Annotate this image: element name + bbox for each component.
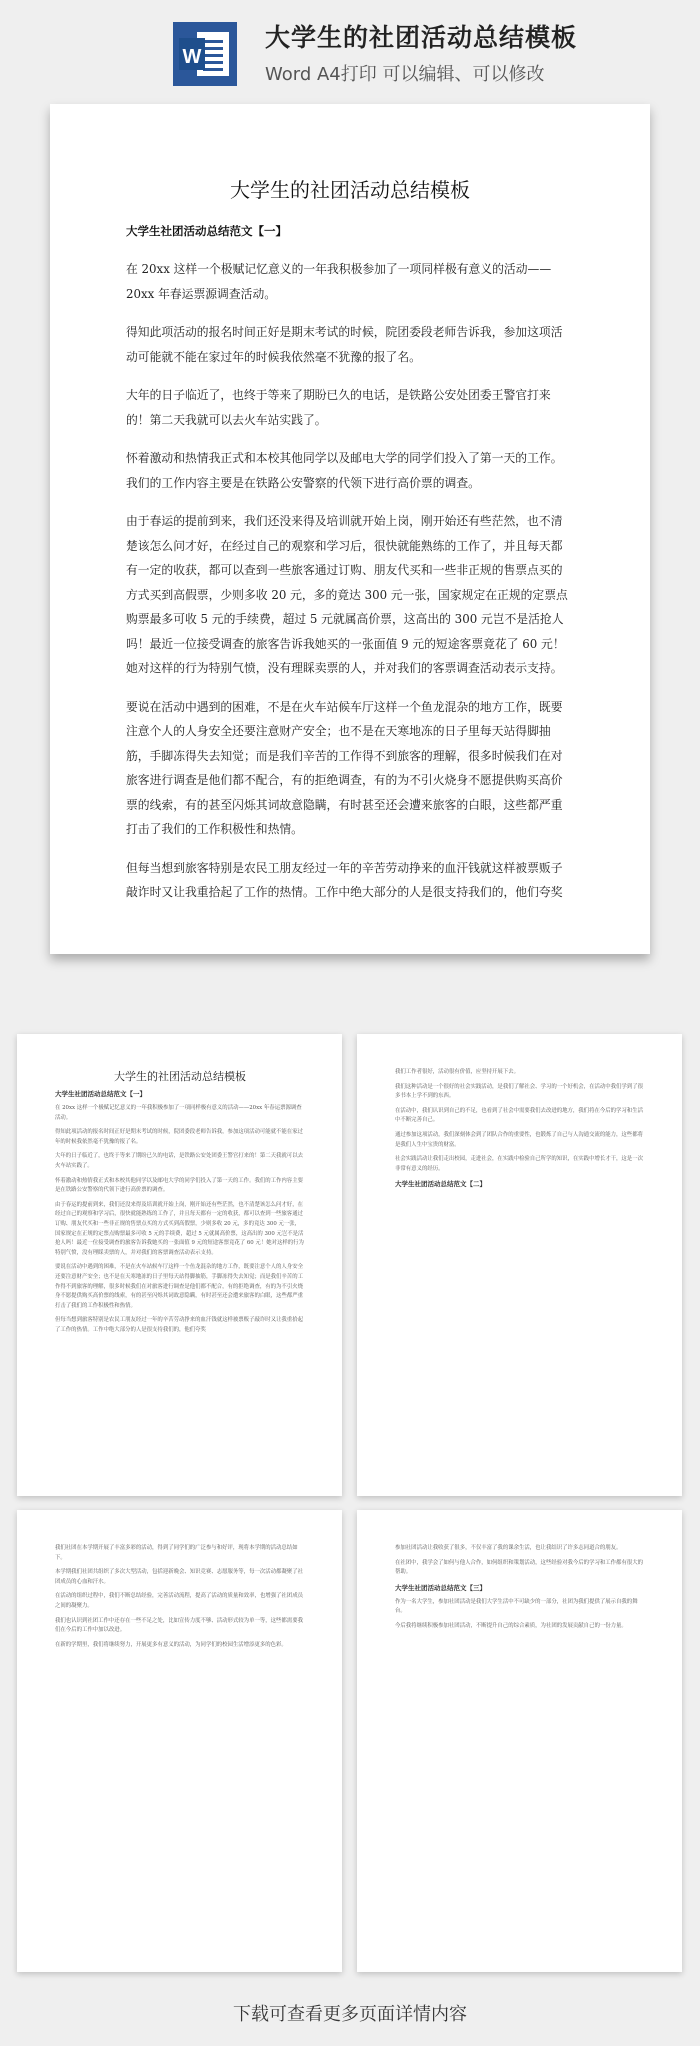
thumbnail-paragraph: 我们也认识到社团工作中还存在一些不足之处，比如宣传力度不够、活动形式较为单一等，这些都需要我们在今后的工作中加以改进。 — [55, 1617, 303, 1634]
thumbnail-paragraph: 本学期我们社团共组织了多次大型活动，包括迎新晚会、知识竞赛、志愿服务等，每一次活动都凝聚了社团成员的心血和汗水。 — [55, 1569, 303, 1585]
thumbnail-paragraph: 在新的学期里，我们将继续努力，开展更多有意义的活动，为同学们的校园生活增添更多的色彩。 — [55, 1641, 287, 1648]
thumbnail-paragraph: 作为一名大学生，参加社团活动是我们大学生活中不可缺少的一部分，社团为我们提供了展示自我的舞台。 — [395, 1598, 638, 1615]
thumbnail-paragraph: 但每当想到旅客特别是农民工朋友经过一年的辛苦劳动挣来的血汗钱就这样被票贩子敲诈时又让我重拾起了工作的热情。工作中绝大部分的人是很支持我们的，他们夸奖 — [55, 1317, 303, 1333]
thumbnail-paragraph: 参加社团活动让我收获了很多，不仅丰富了我的课余生活，也让我结识了许多志同道合的朋友。 — [395, 1545, 622, 1551]
paragraph: 但每当想到旅客特别是农民工朋友经过一年的辛苦劳动挣来的血汗钱就这样被票贩子敲诈时又让我重拾起了工作的热情。工作中绝大部分的人是很支持我们的，他们夸奖 — [126, 860, 563, 899]
thumbnail-paragraph: 由于春运的提前到来，我们还没来得及培训就开始上岗，刚开始还有些茫然，也不清楚该怎么问才好，在经过自己的观察和学习后，很快就能熟练的工作了，并且每天都有一定的收获，都可以查到一些旅客通过订购、朋友代买和一些非正规的售票点买的方式买到高假票，少则多收 20 元，多的竟达 300 元一张，国家规定在正规的定票点购票最多可收 5 元的手续费，超过 5 元就属高价票，这高出的 300 元岂不是活抢人吗！最近一位接受调查的旅客告诉我她买的一张面值 9 元的短途客票竟花了 60 元！她对这样的行为特别气愤，没有理睬卖票的人，并对我们的客票调查活动表示支持。 — [55, 1201, 304, 1256]
thumbnail-paragraph: 我们社团在本学期开展了丰富多彩的活动，得到了同学们的广泛参与和好评，现将本学期的活动总结如下。 — [55, 1545, 298, 1561]
thumbnail-paragraph: 大年的日子临近了，也终于等来了期盼已久的电话，是铁路公安处团委王警官打来的！第二天我就可以去火车站实践了。 — [55, 1153, 303, 1169]
paragraph: 怀着激动和热情我正式和本校其他同学以及邮电大学的同学们投入了第一天的工作。我们的工作内容主要是在铁路公安警察的代领下进行高价票的调查。 — [126, 451, 563, 490]
thumbnail-paragraph: 今后我将继续积极参加社团活动，不断提升自己的综合素质，为社团的发展贡献自己的一份力量。 — [395, 1622, 627, 1629]
thumbnail-paragraph: 要说在活动中遇到的困难，不是在火车站候车厅这样一个鱼龙混杂的地方工作，既要注意个人的人身安全还要注意财产安全；也不是在天寒地冻的日子里每天站得脚抽筋，手脚冻得失去知觉；而是我们辛苦的工作得不到旅客的理解，很多时候我们在对旅客进行调查是他们都不配合，有的拒绝调查，有的为不引火烧身不愿提供购买高价票的线索，有的甚至闪烁其词故意隐瞒，有时甚至还会遭来旅客的白眼，这些都严重打击了我们的工作积极性和热情。 — [55, 1264, 303, 1309]
header-subtitle: Word A4打印 可以编辑、可以修改 — [265, 64, 545, 85]
thumbnail-paragraph: 通过参加这项活动，我们深刻体会到了团队合作的重要性，也锻炼了自己与人沟通交流的能力，这些都将是我们人生中宝贵的财富。 — [395, 1131, 643, 1148]
main-document-page — [50, 104, 650, 954]
thumbnail-content — [395, 1544, 645, 1637]
paragraph: 要说在活动中遇到的困难，不是在火车站候车厅这样一个鱼龙混杂的地方工作，既要注意个人的人身安全还要注意财产安全；也不是在天寒地冻的日子里每天站得脚抽筋，手脚冻得失去知觉；而是我们辛苦的工作得不到旅客的理解，很多时候我们在对旅客进行调查是他们都不配合，有的拒绝调查，有的为不引火烧身不愿提供购买高价票的线索，有的甚至闪烁其词故意隐瞒，有时甚至还会遭来旅客的白眼，这些都严重打击了我们的工作积极性和热情。 — [126, 699, 563, 836]
thumbnail-paragraph: 在社团中，我学会了如何与他人合作，如何组织和策划活动，这些经验对我今后的学习和工作都有很大的帮助。 — [395, 1559, 643, 1576]
thumbnail-paragraph: 得知此项活动的报名时间正好是期末考试的时候，院团委段老师告诉我，参加这项活动可能就不能在家过年的时候我依然毫不犹豫的报了名。 — [55, 1129, 303, 1145]
thumbnail-paragraph: 怀着激动和热情我正式和本校其他同学以及邮电大学的同学们投入了第一天的工作。我们的工作内容主要是在铁路公安警察的代领下进行高价票的调查。 — [55, 1177, 303, 1194]
paragraph: 在 20xx 这样一个极赋记忆意义的一年我积极参加了一项同样极有意义的活动——20xx 年春运票源调查活动。 — [126, 262, 552, 301]
thumbnail-section-heading: 大学生社团活动总结范文【一】 — [55, 1090, 146, 1098]
word-doc-icon — [173, 22, 237, 86]
word-icon-letter: W — [182, 46, 202, 68]
page-thumbnail-3[interactable] — [17, 1510, 342, 1972]
thumbnail-paragraph: 社会实践活动让我们走出校园，走进社会，在实践中检验自己所学的知识，在实践中增长才干，这是一次非常有意义的经历。 — [395, 1156, 643, 1172]
header — [0, 0, 700, 100]
document-content — [126, 174, 574, 919]
thumbnail-content — [55, 1544, 305, 1655]
thumbnail-title: 大学生的社团活动总结模板 — [114, 1070, 246, 1083]
thumbnail-paragraph: 在活动的组织过程中，我们不断总结经验，完善活动流程，提高了活动的质量和效率，也增强了社团成员之间的凝聚力。 — [55, 1593, 303, 1609]
paragraph: 得知此项活动的报名时间正好是期末考试的时候，院团委段老师告诉我，参加这项活动可能就不能在家过年的时候我依然毫不犹豫的报了名。 — [126, 325, 563, 364]
document-title: 大学生的社团活动总结模板 — [230, 178, 470, 202]
download-more-link[interactable]: 下载可查看更多页面详情内容 — [233, 2004, 467, 2025]
paragraph: 由于春运的提前到来，我们还没来得及培训就开始上岗，刚开始还有些茫然，也不清楚该怎么问才好，在经过自己的观察和学习后，很快就能熟练的工作了，并且每天都有一定的收获，都可以查到一些旅客通过订购、朋友代买和一些非正规的售票点买的方式买到高假票，少则多收 20 元，多的竟达 300 元一张，国家规定在正规的定票点购票最多可收 5 元的手续费，超过 5 元就属高价票，这高出的 300 元岂不是活抢人吗！最近一位接受调查的旅客告诉我她买的一张面值 9 元的短途客票竟花了 60 元！她对这样的行为特别气愤，没有理睬卖票的人，并对我们的客票调查活动表示支持。 — [126, 514, 568, 675]
thumbnail-paragraph: 在活动中，我们认识到自己的不足，也看到了社会中需要我们去改进的地方，我们将在今后的学习和生活中不断完善自己。 — [395, 1107, 643, 1124]
paragraph: 大年的日子临近了，也终于等来了期盼已久的电话，是铁路公安处团委王警官打来的！第二天我就可以去火车站实践了。 — [126, 388, 551, 427]
page-thumbnail-4[interactable] — [357, 1510, 682, 1972]
thumbnail-section-heading: 大学生社团活动总结范文【二】 — [395, 1180, 486, 1189]
thumbnail-paragraph: 我们这种活动是一个很好的社会实践活动，是我们了解社会、学习的一个好机会，在活动中我们学到了很多书本上学不到的东西。 — [395, 1083, 643, 1100]
page-thumbnail-2[interactable] — [357, 1034, 682, 1496]
thumbnail-content — [395, 1068, 645, 1194]
document-section-heading: 大学生社团活动总结范文【一】 — [126, 224, 287, 238]
thumbnail-content — [55, 1068, 305, 1340]
thumbnail-paragraph: 在 20xx 这样一个极赋记忆意义的一年我积极参加了一项同样极有意义的活动——20xx 年春运票源调查活动。 — [55, 1105, 302, 1121]
header-title: 大学生的社团活动总结模板 — [265, 23, 578, 52]
page-thumbnail-1[interactable] — [17, 1034, 342, 1496]
thumbnail-section-heading: 大学生社团活动总结范文【三】 — [395, 1583, 486, 1592]
thumbnail-paragraph: 我们工作者很好，活动很有价值，应坚持开展下去。 — [395, 1069, 519, 1075]
